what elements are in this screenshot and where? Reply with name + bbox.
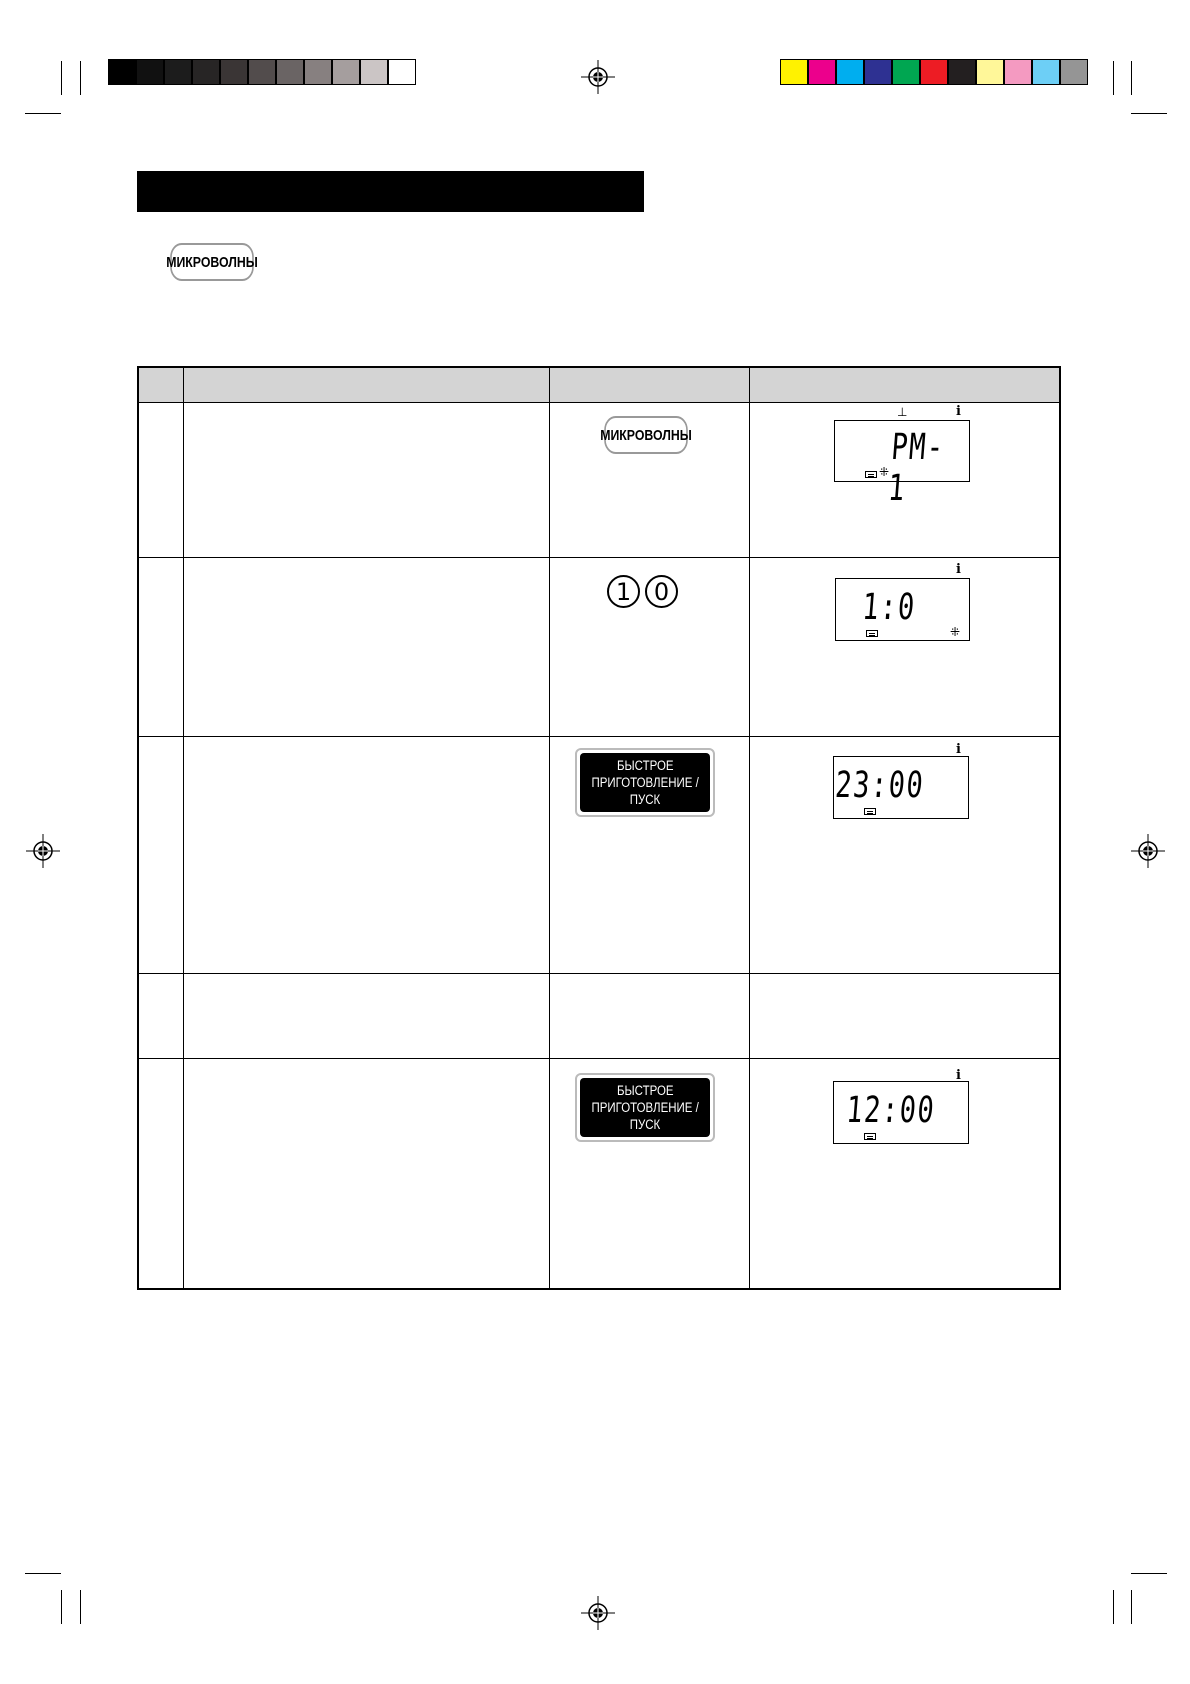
- display-readout: 23:00: [833, 765, 926, 806]
- info-icon: i: [956, 1068, 961, 1083]
- gray-swatch: [304, 59, 332, 85]
- gray-swatch: [276, 59, 304, 85]
- button-label-line: БЫСТРОЕ: [616, 758, 674, 773]
- quick-start-button[interactable]: [575, 748, 715, 817]
- microwave-button[interactable]: МИКРОВОЛНЫ: [604, 416, 688, 454]
- microwave-icon: [864, 808, 876, 815]
- lcd-display: [835, 578, 970, 641]
- registration-mark-icon: [581, 60, 615, 94]
- blink-icon: ⁜: [879, 465, 890, 479]
- color-swatch: [836, 59, 864, 85]
- gray-swatch: [136, 59, 164, 85]
- lcd-display: [833, 756, 969, 819]
- color-swatch: [864, 59, 892, 85]
- table-header: [139, 368, 1059, 403]
- color-swatch: [976, 59, 1004, 85]
- microwave-icon: [865, 471, 877, 478]
- gray-swatch: [360, 59, 388, 85]
- button-label-line: ПУСК: [629, 1117, 661, 1132]
- gray-swatch: [332, 59, 360, 85]
- lcd-display: [834, 420, 970, 509]
- blink-icon: ⁜: [950, 625, 961, 639]
- quick-start-button[interactable]: [575, 1073, 715, 1142]
- button-label-line: ПРИГОТОВЛЕНИЕ /: [591, 775, 699, 790]
- microwave-button[interactable]: МИКРОВОЛНЫ: [170, 243, 254, 281]
- microwave-icon: [866, 630, 878, 637]
- lcd-display: [833, 1081, 969, 1144]
- gray-swatch: [248, 59, 276, 85]
- info-icon: i: [956, 742, 961, 757]
- button-label-line: БЫСТРОЕ: [616, 1083, 674, 1098]
- number-key-0[interactable]: 0: [645, 575, 678, 608]
- quick-start-button-face[interactable]: [580, 1078, 710, 1137]
- section-title-bar: [137, 171, 644, 212]
- registration-mark-icon: [581, 1596, 615, 1630]
- quick-start-button-face[interactable]: [580, 753, 710, 812]
- color-swatch: [808, 59, 836, 85]
- color-swatch: [1032, 59, 1060, 85]
- gray-swatch: [388, 59, 416, 85]
- registration-mark-icon: [26, 834, 60, 868]
- blink-icon: ⊥: [897, 405, 908, 419]
- button-label-line: ПУСК: [629, 792, 661, 807]
- display-readout: PM- 1: [886, 427, 947, 509]
- info-icon: i: [956, 404, 961, 419]
- color-swatch: [892, 59, 920, 85]
- info-icon: i: [956, 562, 961, 577]
- gray-swatch: [164, 59, 192, 85]
- gray-swatch: [108, 59, 136, 85]
- color-swatch: [1060, 59, 1088, 85]
- color-swatch: [920, 59, 948, 85]
- display-readout: 12:00: [844, 1090, 937, 1131]
- color-swatch: [780, 59, 808, 85]
- registration-mark-icon: [1131, 834, 1165, 868]
- display-readout: 1:0: [860, 587, 918, 628]
- microwave-icon: [864, 1133, 876, 1140]
- number-key-1[interactable]: 1: [607, 575, 640, 608]
- color-swatch: [1004, 59, 1032, 85]
- button-label-line: ПРИГОТОВЛЕНИЕ /: [591, 1100, 699, 1115]
- gray-swatch: [220, 59, 248, 85]
- color-swatch: [948, 59, 976, 85]
- gray-swatch: [192, 59, 220, 85]
